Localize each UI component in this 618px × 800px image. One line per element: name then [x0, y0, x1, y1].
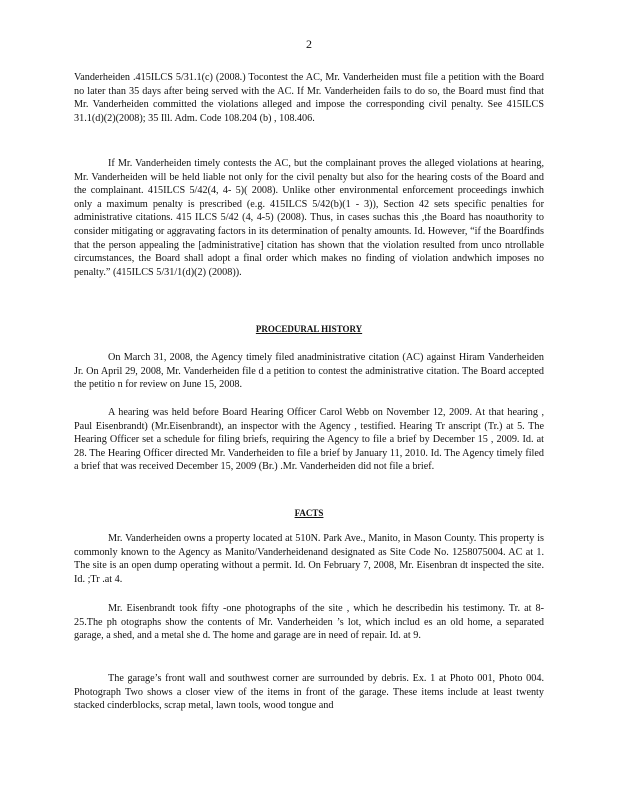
paragraph-2-text: If Mr. Vanderheiden timely contests the AC, but the complainant proves the alleged violations at hearing, Mr. Vanderheiden will be held liable not only for the civil penalty but also for the hearing costs of the Board and the complainant. 415ILCS 5/42(4, 4- 5)( 2008). Unlike other environmental enforcement proceedings inwhich only a maximum penalty is prescribed (e.g. 415ILCS 5/42(b)(1 - 3)), Section 42 sets specific penalties for administrative citations. 415 ILCS 5/42 (4, 4-5) (2008). Thus, in cases suchas this ,the Board has noauthority to consider mitigating or aggravating factors in its determination of penalty amounts. Id. However, “if the Boardfinds that the person appealing the [administrative] citation has shown that the violation resulted from unco ntrollable circumstances, the Board shall adopt a final order which makes no finding of violation andwhich imposes no penalty.” (415ILCS 5/31/1(d)(2) (2008)).: [74, 158, 544, 278]
paragraph-7: [74, 672, 544, 713]
heading-facts-text: FACTS: [294, 508, 324, 518]
heading-procedural-history-text: PROCEDURAL HISTORY: [255, 324, 363, 334]
heading-procedural-history: [0, 324, 618, 334]
paragraph-6: [74, 602, 544, 643]
paragraph-5: [74, 532, 544, 586]
page-number: 2: [306, 37, 312, 51]
paragraph-4: [74, 406, 544, 474]
paragraph-3: [74, 351, 544, 392]
paragraph-5-text: Mr. Vanderheiden owns a property located at 510N. Park Ave., Manito, in Mason County. This property is commonly known to the Agency as Manito/Vanderheidenand designated as Site Code No. 1258075004. AC at 1. The site is an open dump operating without a permit. Id. On February 7, 2008, Mr. Eisenbran dt inspected the site. Id. ;Tr .at 4.: [74, 533, 544, 585]
paragraph-1-text: Vanderheiden .415ILCS 5/31.1(c) (2008.) Tocontest the AC, Mr. Vanderheiden must file a petition with the Board no later than 35 days after being served with the AC. If Mr. Vanderheiden fails to do so, the Board must find that Mr. Vanderheiden committed the violations alleged and impose the corresponding civil penalty. See 415ILCS 31.1(d)(2)(2008); 35 Ill. Adm. Code 108.204 (b) , 108.406.: [74, 72, 544, 124]
paragraph-7-text: The garage’s front wall and southwest corner are surrounded by debris. Ex. 1 at Photo 001, Photo 004. Photograph Two shows a closer view of the items in front of the garage. These items include at least twenty stacked cinderblocks, scrap metal, lawn tools, wood tongue and: [74, 673, 544, 712]
paragraph-2: [74, 157, 544, 279]
heading-facts: [0, 508, 618, 518]
paragraph-6-text: Mr. Eisenbrandt took fifty -one photographs of the site , which he describedin his testimony. Tr. at 8- 25.The ph otographs show the contents of Mr. Vanderheiden ’s lot, which includ es an old home, a separated garage, a shed, and a metal she d. The home and garage are in need of repair. Id. at 9.: [74, 603, 544, 642]
paragraph-3-text: On March 31, 2008, the Agency timely filed anadministrative citation (AC) against Hiram Vanderheiden Jr. On April 29, 2008, Mr. Vanderheiden file d a petition to contest the administrative citation. The Board accepted the petitio n for review on June 15, 2008.: [74, 352, 544, 391]
paragraph-4-text: A hearing was held before Board Hearing Officer Carol Webb on November 12, 2009. At that hearing , Paul Eisenbrandt) (Mr.Eisenbrandt), an inspector with the Agency , testified. Hearing Tr anscript (Tr.) at 5. The Hearing Officer set a schedule for filing briefs, requiring the Agency to file a brief by December 15 , 2009. Id. at 28. The Hearing Officer directed Mr. Vanderheiden to file a brief by January 11, 2010. Id. The Agency timely filed a brief that was received December 15, 2009 (Br.) .Mr. Vanderheiden did not file a brief.: [74, 407, 544, 473]
paragraph-1: [74, 71, 544, 125]
